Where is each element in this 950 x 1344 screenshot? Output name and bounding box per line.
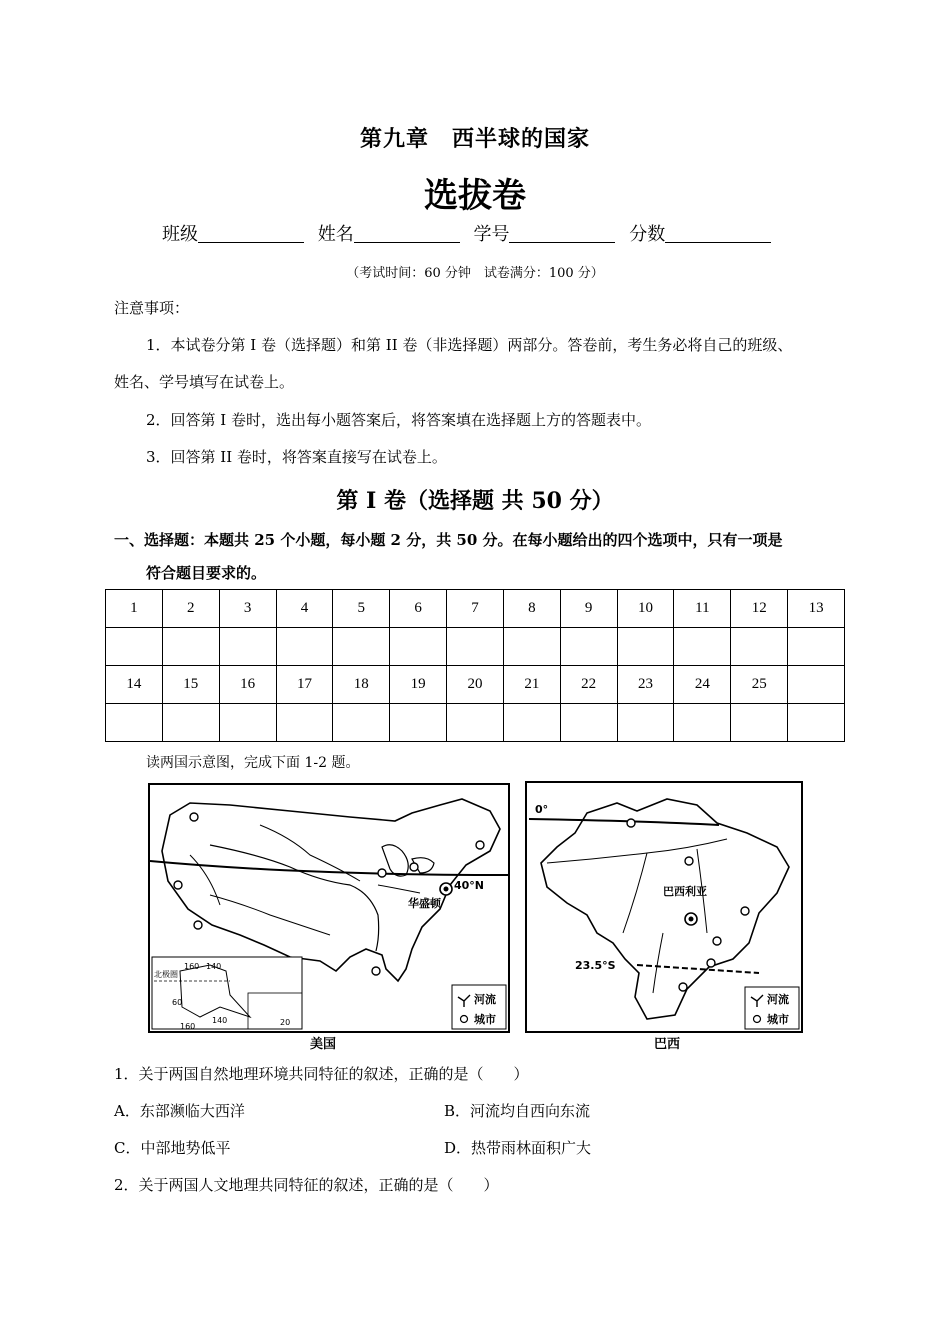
exam-subtitle: 选拔卷	[424, 176, 526, 216]
inset-tick-label: 20	[280, 1018, 291, 1027]
answer-number-row	[106, 666, 845, 704]
amazon-river	[547, 839, 727, 863]
city-marker	[372, 967, 380, 975]
exam-time-info: （考试时间：60 分钟 试卷满分：100 分）	[346, 266, 604, 281]
city-legend-icon	[461, 1016, 468, 1023]
student-id-label: 学号	[473, 224, 510, 245]
answer-cell[interactable]	[788, 704, 845, 742]
score-label: 分数	[629, 224, 666, 245]
name-label: 姓名	[317, 224, 354, 245]
answer-number: 19	[390, 666, 447, 704]
answer-number: 13	[788, 590, 845, 628]
brazil-legend-city: 城市	[767, 1013, 789, 1026]
city-marker	[707, 959, 715, 967]
class-blank[interactable]	[198, 224, 304, 243]
answer-number: 21	[503, 666, 560, 704]
answer-cell[interactable]	[617, 628, 674, 666]
arkansas-river	[210, 895, 330, 935]
city-marker	[713, 937, 721, 945]
brazil-map-drawing	[527, 783, 801, 1031]
answer-cell[interactable]	[617, 704, 674, 742]
answer-blank-row	[106, 628, 845, 666]
answer-cell[interactable]	[560, 628, 617, 666]
answer-number: 9	[560, 590, 617, 628]
mississippi-river	[210, 845, 379, 951]
arctic-circle-label: 北极圈	[154, 970, 178, 979]
tropic-line	[637, 965, 759, 973]
answer-number: 6	[390, 590, 447, 628]
part-one-title: 第 I 卷（选择题 共 50 分）	[336, 488, 614, 514]
section-instructions: 一、选择题：本题共 25 个小题，每小题 2 分，共 50 分。在每小题给出的四个选项中，只有一项是	[114, 531, 783, 549]
city-marker	[194, 921, 202, 929]
answer-cell[interactable]	[390, 704, 447, 742]
answer-number: 14	[106, 666, 163, 704]
answer-number: 1	[106, 590, 163, 628]
inset-tick-label: 160	[180, 1022, 196, 1031]
note-item-1: 1．本试卷分第 I 卷（选择题）和第 II 卷（非选择题）两部分。答卷前，考生务必将自己的班级、	[146, 336, 793, 354]
answer-number: 2	[162, 590, 219, 628]
answer-table	[105, 589, 845, 742]
latitude-40n-line	[150, 861, 508, 875]
answer-number: 11	[674, 590, 731, 628]
notes-heading: 注意事项：	[114, 299, 190, 317]
answer-cell[interactable]	[219, 704, 276, 742]
answer-cell[interactable]	[503, 628, 560, 666]
note-item-1-cont: 姓名、学号填写在试卷上。	[114, 373, 295, 391]
ohio-river	[378, 885, 420, 893]
answer-cell[interactable]	[674, 704, 731, 742]
question-1-option-b[interactable]: B．河流均自西向东流	[444, 1102, 591, 1120]
tributary-river	[623, 853, 647, 933]
answer-number: 7	[447, 590, 504, 628]
answer-cell[interactable]	[276, 628, 333, 666]
brazil-legend-river: 河流	[767, 993, 789, 1006]
answer-cell[interactable]	[333, 704, 390, 742]
answer-cell[interactable]	[390, 628, 447, 666]
student-id-blank[interactable]	[509, 224, 615, 243]
answer-number: 17	[276, 666, 333, 704]
equator-line	[529, 819, 719, 825]
answer-cell[interactable]	[219, 628, 276, 666]
answer-number: 5	[333, 590, 390, 628]
note-item-2: 2．回答第 I 卷时，选出每小题答案后，将答案填在选择题上方的答题表中。	[146, 411, 652, 429]
inset-tick-label: 160	[184, 962, 200, 971]
answer-cell[interactable]	[106, 628, 163, 666]
brasilia-label: 巴西利亚	[663, 885, 707, 898]
answer-number: 20	[447, 666, 504, 704]
tropic-label: 23.5°S	[575, 959, 616, 972]
note-item-3: 3．回答第 II 卷时，将答案直接写在试卷上。	[146, 448, 447, 466]
answer-cell[interactable]	[731, 628, 788, 666]
question-1-option-a[interactable]: A．东部濒临大西洋	[114, 1102, 245, 1120]
brasilia-capital-marker	[689, 917, 694, 922]
answer-cell[interactable]	[674, 628, 731, 666]
usa-legend-river: 河流	[474, 993, 496, 1006]
city-marker	[627, 819, 635, 827]
answer-number: 4	[276, 590, 333, 628]
class-label: 班级	[162, 224, 198, 245]
city-marker	[685, 857, 693, 865]
equator-label: 0°	[535, 803, 549, 816]
usa-map-caption: 美国	[310, 1037, 337, 1052]
city-marker	[190, 813, 198, 821]
answer-cell[interactable]	[162, 628, 219, 666]
latitude-40n-label: 40°N	[454, 879, 485, 892]
city-marker	[679, 983, 687, 991]
question-1-option-c[interactable]: C．中部地势低平	[114, 1139, 231, 1157]
answer-cell[interactable]	[162, 704, 219, 742]
answer-number	[788, 666, 845, 704]
answer-cell[interactable]	[447, 704, 504, 742]
answer-number: 15	[162, 666, 219, 704]
answer-cell[interactable]	[503, 704, 560, 742]
question-1-option-d[interactable]: D．热带雨林面积广大	[444, 1139, 592, 1157]
inset-tick-label: 60	[172, 998, 183, 1007]
student-info-fields	[162, 220, 779, 246]
city-marker	[741, 907, 749, 915]
city-marker	[410, 863, 418, 871]
answer-cell[interactable]	[106, 704, 163, 742]
washington-capital-marker	[444, 887, 449, 892]
brazil-map-caption: 巴西	[654, 1037, 681, 1052]
answer-cell[interactable]	[731, 704, 788, 742]
section-instructions-cont: 符合题目要求的。	[146, 564, 267, 582]
answer-number: 3	[219, 590, 276, 628]
answer-cell[interactable]	[447, 628, 504, 666]
brazil-map	[525, 781, 803, 1033]
question-1-stem: 1．关于两国自然地理环境共同特征的叙述，正确的是（ ）	[114, 1065, 529, 1083]
answer-cell[interactable]	[788, 628, 845, 666]
usa-map-drawing	[150, 785, 508, 1031]
answer-number: 10	[617, 590, 674, 628]
colorado-river	[190, 855, 220, 905]
parana-river	[653, 933, 663, 993]
answer-cell[interactable]	[276, 704, 333, 742]
city-marker	[174, 881, 182, 889]
score-blank[interactable]	[665, 224, 771, 243]
answer-number: 24	[674, 666, 731, 704]
answer-number: 16	[219, 666, 276, 704]
answer-number: 22	[560, 666, 617, 704]
map-intro: 读两国示意图，完成下面 1-2 题。	[146, 755, 360, 771]
answer-number: 18	[333, 666, 390, 704]
answer-number: 23	[617, 666, 674, 704]
city-legend-icon	[754, 1016, 761, 1023]
answer-number: 8	[503, 590, 560, 628]
answer-cell[interactable]	[333, 628, 390, 666]
washington-label: 华盛顿	[408, 897, 441, 910]
answer-number: 12	[731, 590, 788, 628]
answer-number: 25	[731, 666, 788, 704]
name-blank[interactable]	[354, 224, 460, 243]
inset-tick-label: 140	[206, 962, 222, 971]
chapter-title: 第九章 西半球的国家	[359, 126, 590, 152]
usa-legend-city: 城市	[474, 1013, 496, 1026]
question-2-stem: 2．关于两国人文地理共同特征的叙述，正确的是（ ）	[114, 1176, 499, 1194]
answer-blank-row	[106, 704, 845, 742]
city-marker	[476, 841, 484, 849]
usa-map	[148, 783, 510, 1033]
city-marker	[378, 869, 386, 877]
answer-number-row	[106, 590, 845, 628]
answer-cell[interactable]	[560, 704, 617, 742]
brazil-outline	[541, 799, 789, 1019]
inset-tick-label: 140	[212, 1016, 228, 1025]
